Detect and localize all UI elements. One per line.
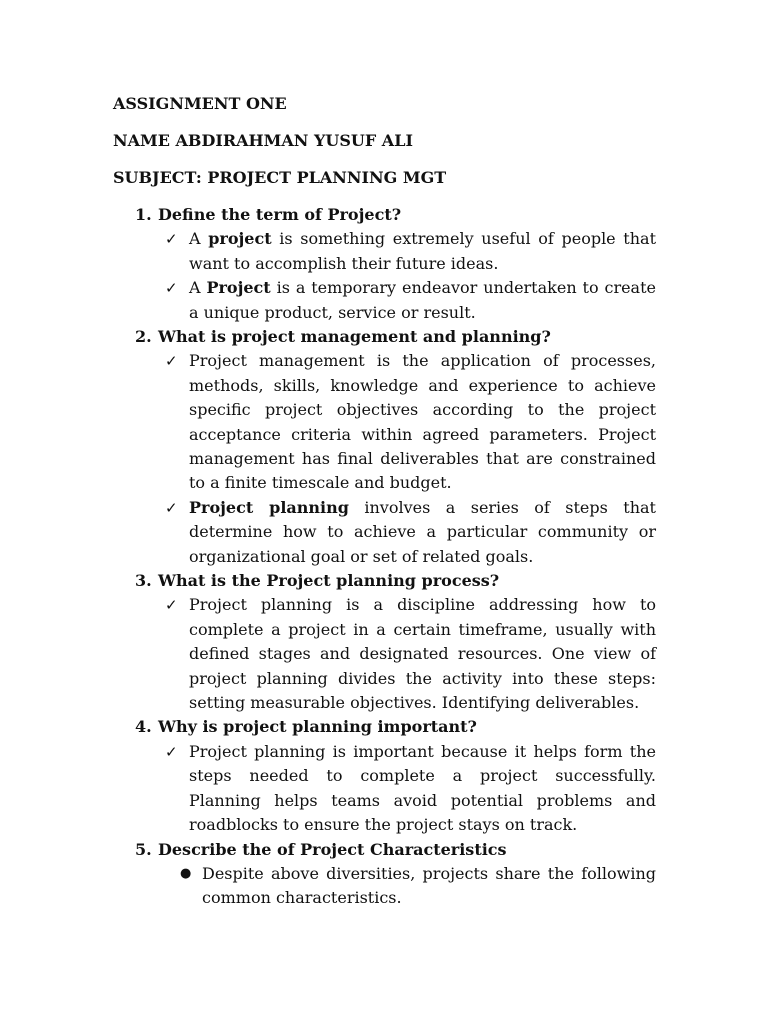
checkmark-icon: ✓	[165, 230, 178, 249]
question-heading	[135, 325, 656, 349]
answer-text: Despite above diversities, projects share the following common characteristics.	[202, 863, 656, 908]
student-name: NAME ABDIRAHMAN YUSUF ALI	[113, 131, 413, 150]
question-number: 5.	[135, 839, 152, 859]
checkmark-icon: ✓	[165, 742, 178, 761]
answer-item	[135, 349, 656, 495]
assignment-title: ASSIGNMENT ONE	[113, 94, 287, 113]
answer-text: A Project is a temporary endeavor undertaken to create a unique product, service or result.	[189, 278, 656, 322]
answer-text: Project planning involves a series of steps that determine how to achieve a particular community or organizational goal or set of related goals.	[189, 497, 656, 566]
question-title: Why is project planning important?	[158, 717, 477, 737]
answer-item	[135, 740, 656, 838]
checkmark-icon: ✓	[165, 352, 178, 371]
checkmark-icon: ✓	[165, 279, 178, 298]
answer-text: Project planning is important because it helps form the steps needed to complete a project successfully. Planning helps teams avoid potential problems and roadblocks to ensure the project stays on track.	[189, 741, 656, 835]
question-title: What is the Project planning process?	[158, 571, 500, 591]
question-number: 2.	[135, 327, 152, 347]
question-heading	[135, 838, 656, 862]
question-heading	[135, 715, 656, 739]
question-title: Describe the of Project Characteristics	[158, 839, 507, 859]
answer-item	[135, 593, 656, 715]
checkmark-icon: ✓	[165, 596, 178, 615]
subject-line: SUBJECT: PROJECT PLANNING MGT	[113, 168, 447, 187]
answer-item	[135, 496, 656, 569]
question-title: What is project management and planning?	[158, 327, 551, 347]
answer-item	[135, 227, 656, 276]
answer-item	[135, 276, 656, 325]
question-number: 4.	[135, 717, 152, 737]
answer-text: Project planning is a discipline addressing how to complete a project in a certain timeframe, usually with defined stages and designated resources. One view of project planning divides the activity into these steps: setting measurable objectives. Identifying deliverables.	[189, 595, 656, 713]
question-title: Define the term of Project?	[158, 205, 402, 224]
question-list	[135, 203, 656, 911]
question-number: 1.	[135, 205, 152, 224]
question-heading	[135, 203, 656, 227]
question-number: 3.	[135, 571, 152, 591]
answer-text: A project is something extremely useful of people that want to accomplish their future ideas.	[189, 229, 657, 273]
question-heading	[135, 569, 656, 593]
checkmark-icon: ✓	[165, 498, 178, 517]
answer-text: Project management is the application of processes, methods, skills, knowledge and experience to achieve specific project objectives according to the project acceptance criteria within agreed parameters. Project management has final deliverables that are constrained to a finite timescale and budget.	[189, 351, 656, 493]
answer-item	[135, 862, 656, 911]
bullet-icon: ●	[180, 865, 192, 881]
